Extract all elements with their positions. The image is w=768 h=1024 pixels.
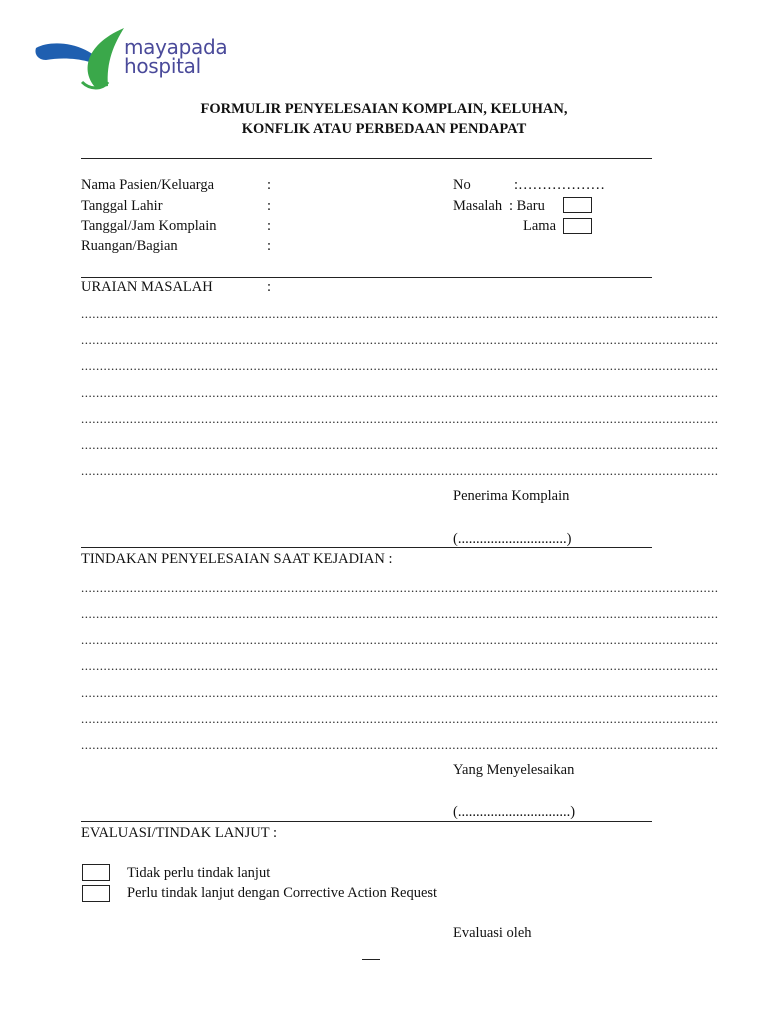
- uraian-dotted-line[interactable]: ..........................................................................................................................................................................: [81, 332, 719, 347]
- field-sep-tanggal-jam: :: [267, 218, 272, 234]
- masalah-baru-label: : Baru: [509, 198, 545, 214]
- field-label-tanggal-jam: Tanggal/Jam Komplain: [81, 218, 217, 234]
- perlu-tindak-lanjut-checkbox[interactable]: [82, 885, 110, 902]
- page-mark: [362, 959, 380, 960]
- uraian-label: URAIAN MASALAH: [81, 279, 213, 295]
- masalah-baru-checkbox[interactable]: [563, 197, 592, 213]
- uraian-dotted-line[interactable]: ..........................................................................................................................................................................: [81, 306, 719, 321]
- field-sep-ruangan: :: [267, 238, 272, 254]
- hospital-logo: [34, 26, 244, 92]
- uraian-dotted-line[interactable]: ..........................................................................................................................................................................: [81, 358, 719, 373]
- masalah-label: Masalah: [453, 198, 503, 214]
- tindakan-dotted-line[interactable]: ..........................................................................................................................................................................: [81, 658, 719, 673]
- field-label-tanggal-lahir: Tanggal Lahir: [81, 198, 163, 214]
- uraian-sep: :: [267, 279, 272, 295]
- form-title-line2: KONFLIK ATAU PERBEDAAN PENDAPAT: [241, 121, 527, 137]
- evaluasi-label: EVALUASI/TINDAK LANJUT :: [81, 825, 278, 841]
- tindakan-dotted-line[interactable]: ..........................................................................................................................................................................: [81, 685, 719, 700]
- field-label-ruangan: Ruangan/Bagian: [81, 238, 178, 254]
- tindakan-dotted-line[interactable]: ..........................................................................................................................................................................: [81, 580, 719, 595]
- divider-tindakan: [81, 547, 652, 548]
- penerima-komplain-signature[interactable]: (..............................): [453, 531, 572, 547]
- masalah-lama-checkbox[interactable]: [563, 218, 592, 234]
- yang-menyelesaikan-label: Yang Menyelesaikan: [453, 762, 575, 778]
- logo-mark-icon: [34, 26, 130, 92]
- penerima-komplain-label: Penerima Komplain: [453, 488, 570, 504]
- logo-text-line1: mayapada: [124, 35, 228, 59]
- tindakan-dotted-line[interactable]: ..........................................................................................................................................................................: [81, 711, 719, 726]
- form-title-line1: FORMULIR PENYELESAIAN KOMPLAIN, KELUHAN,: [200, 101, 568, 117]
- tindakan-dotted-line[interactable]: ..........................................................................................................................................................................: [81, 632, 719, 647]
- logo-text-line2: hospital: [124, 54, 201, 78]
- uraian-dotted-line[interactable]: ..........................................................................................................................................................................: [81, 385, 719, 400]
- tidak-perlu-label: Tidak perlu tindak lanjut: [127, 865, 271, 881]
- masalah-lama-label: Lama: [523, 218, 557, 234]
- divider-uraian: [81, 277, 652, 278]
- no-value: :………………: [514, 177, 606, 193]
- uraian-dotted-line[interactable]: ..........................................................................................................................................................................: [81, 411, 719, 426]
- no-label: No: [453, 177, 471, 193]
- tidak-perlu-checkbox[interactable]: [82, 864, 110, 881]
- uraian-dotted-line[interactable]: ..........................................................................................................................................................................: [81, 463, 719, 478]
- uraian-dotted-line[interactable]: ..........................................................................................................................................................................: [81, 437, 719, 452]
- divider-evaluasi: [81, 821, 652, 822]
- yang-menyelesaikan-signature[interactable]: (...............................): [453, 804, 576, 820]
- perlu-tindak-lanjut-label: Perlu tindak lanjut dengan Corrective Action Request: [127, 885, 438, 901]
- field-label-nama: Nama Pasien/Keluarga: [81, 177, 215, 193]
- field-sep-nama: :: [267, 177, 272, 193]
- divider-top: [81, 158, 652, 159]
- evaluasi-oleh-label: Evaluasi oleh: [453, 925, 532, 941]
- tindakan-dotted-line[interactable]: ..........................................................................................................................................................................: [81, 737, 719, 752]
- tindakan-label: TINDAKAN PENYELESAIAN SAAT KEJADIAN :: [81, 551, 393, 567]
- tindakan-dotted-line[interactable]: ..........................................................................................................................................................................: [81, 606, 719, 621]
- field-sep-tanggal-lahir: :: [267, 198, 272, 214]
